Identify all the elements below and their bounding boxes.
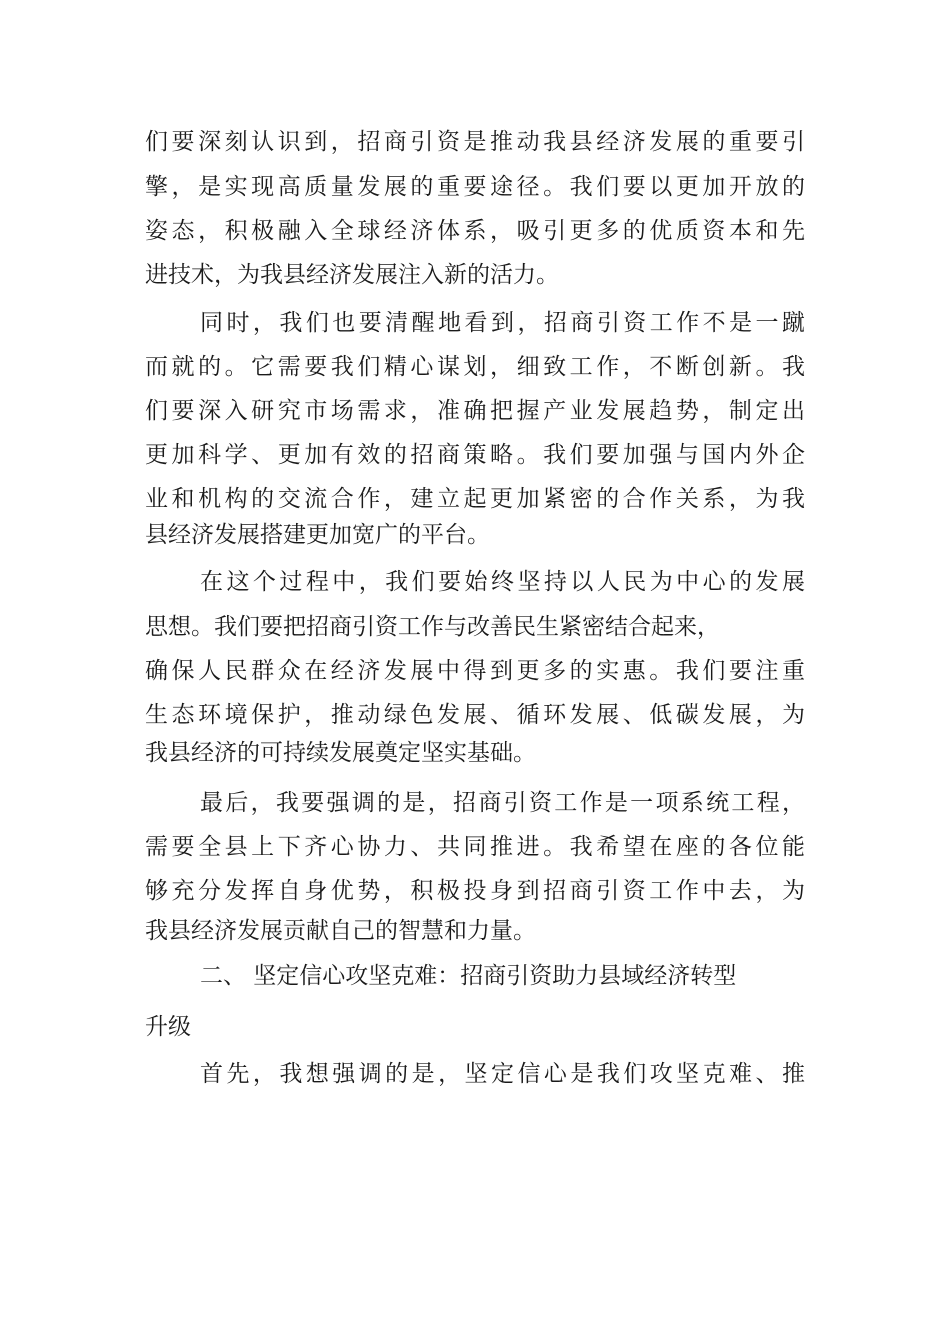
- text-line: 更加科学、更加有效的招商策略。我们要加强与国内外企: [145, 442, 805, 468]
- text-line: 需要全县上下齐心协力、共同推进。我希望在座的各位能: [145, 834, 805, 860]
- text-line: 够充分发挥自身优势，积极投身到招商引资工作中去，为: [145, 878, 805, 904]
- text-line: 县经济发展搭建更加宽广的平台。: [145, 522, 490, 548]
- text-line: 业和机构的交流合作，建立起更加紧密的合作关系，为我: [145, 486, 805, 512]
- text-line: 进技术，为我县经济发展注入新的活力。: [145, 262, 559, 288]
- paragraph-first-line: 首先，我想强调的是，坚定信心是我们攻坚克难、推: [200, 1061, 805, 1087]
- text-line: 确保人民群众在经济发展中得到更多的实惠。我们要注重: [145, 658, 805, 684]
- text-line: 们要深刻认识到，招商引资是推动我县经济发展的重要引: [145, 129, 805, 155]
- paragraph-first-line: 同时，我们也要清醒地看到，招商引资工作不是一蹴: [200, 310, 805, 336]
- text-line: 姿态，积极融入全球经济体系，吸引更多的优质资本和先: [145, 218, 805, 244]
- section-heading-continuation: 升级: [145, 1014, 191, 1040]
- text-line: 我县经济发展贡献自己的智慧和力量。: [145, 918, 536, 944]
- text-line: 生态环境保护，推动绿色发展、循环发展、低碳发展，为: [145, 702, 805, 728]
- section-heading: 二、 坚定信心攻坚克难：招商引资助力县域经济转型: [200, 963, 737, 989]
- text-line: 擎，是实现高质量发展的重要途径。我们要以更加开放的: [145, 174, 805, 200]
- text-line: 而就的。它需要我们精心谋划，细致工作，不断创新。我: [145, 354, 805, 380]
- text-line: 思想。我们要把招商引资工作与改善民生紧密结合起来，: [145, 614, 720, 640]
- paragraph-first-line: 在这个过程中，我们要始终坚持以人民为中心的发展: [200, 569, 805, 595]
- paragraph-first-line: 最后，我要强调的是，招商引资工作是一项系统工程，: [200, 790, 805, 816]
- text-line: 我县经济的可持续发展奠定坚实基础。: [145, 740, 536, 766]
- text-line: 们要深入研究市场需求，准确把握产业发展趋势，制定出: [145, 398, 805, 424]
